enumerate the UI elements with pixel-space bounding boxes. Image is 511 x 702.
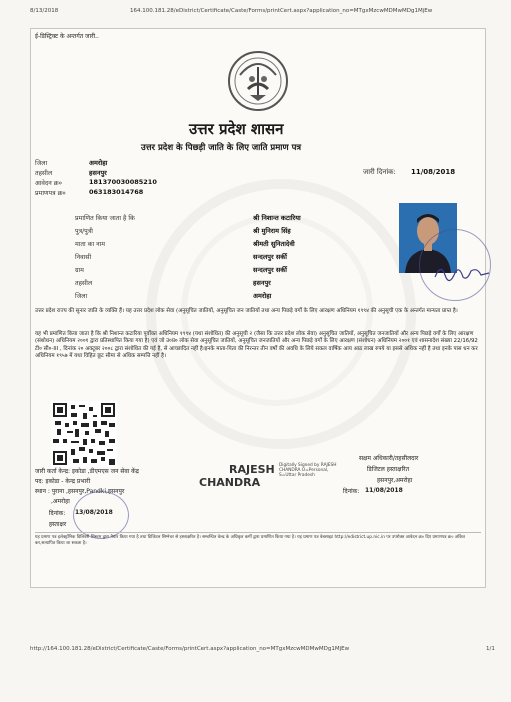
applicant-name: श्री निशान्त कटारिया: [253, 214, 301, 222]
application-number: 181370030085210: [89, 178, 157, 186]
village: सन्दलपुर सर्की: [253, 266, 287, 274]
detail-label: निवासी: [75, 254, 92, 261]
issuer-sign-label: हस्ताक्षर: [49, 521, 67, 528]
authority-place: हसनपुर,अमरोहा: [377, 477, 413, 484]
caste-declaration: उत्तर प्रदेश राज्य की सुनार जाति के व्यक्ति हैं। यह उत्तर प्रदेश लोक सेवा (अनुसूचित जातियों, अनुसूचित जन जातियों तथा अन्य पिछड़े वर्गों के लिए आरक्षण अधिनियम १९९४ की अनुसूची एक के अन्तर्गत मान्यता प्राप्त है।: [35, 308, 458, 314]
digital-signer-name-line1: RAJESH: [229, 463, 275, 476]
detail-label: प्रमाणित किया जाता है कि: [75, 215, 135, 222]
e-district-note: ई-डिस्ट्रिक्ट के अन्तर्गत जारी..: [35, 33, 99, 40]
mother-name: श्रीमती सुनितादेवी: [253, 240, 295, 248]
issuer-date-label: दिनांक:: [49, 510, 66, 517]
digital-signer-name-line2: CHANDRA: [199, 476, 261, 489]
page-number: 1/1: [486, 646, 495, 652]
issuing-centre: जारी कर्ता केन्द्र: इकोडा ,डीएमएस जन सेवा केंद्र: [35, 468, 139, 475]
meta-label: आवेदन क्र०: [35, 180, 62, 187]
caste-certificate: [30, 28, 486, 588]
print-date: 8/13/2018: [30, 8, 59, 14]
detail-label: जिला: [75, 293, 88, 300]
handwritten-signature: [433, 261, 493, 285]
issuer-post: पद: इकोडा - केन्द्र प्रभारी: [35, 478, 91, 485]
detail-label: पुत्र/पुत्री: [75, 228, 93, 235]
issuer-district: ,अमरोहा: [51, 498, 70, 505]
issuer-date: 13/08/2018: [75, 509, 113, 516]
tehsil: हसनपुर: [253, 279, 271, 287]
verification-note: यह प्रमाण पत्र इलेक्ट्रॉनिक डिलिवरी सिस्टम द्वारा तैयार किया गया है तथा डिजिटल सिग्नेचर से हस्ताक्षरित है। सम्बन्धित केन्द्र के अधिकृत कर्मी द्वारा प्रमाणित किया गया है। यह प्रमाण पत्र वेबसाइट http://edistrict.up.nic.in पर उपरोक्त आवेदन क्र० दिए प्रमाणपत्र क्र० अंकित कर,सत्यापित किया जा सकता है।: [35, 532, 481, 546]
father-name: श्री मुनिराम सिंह: [253, 227, 291, 235]
qr-code: [51, 401, 117, 467]
meta-value: हसनपुर: [89, 169, 107, 177]
authority-digital-sign: डिजिटल हस्ताक्षरित: [367, 466, 409, 473]
certificate-subtitle: उत्तर प्रदेश के पिछड़ी जाति के लिए जाति प्रमाण पत्र: [141, 143, 302, 153]
meta-value: अमरोहा: [89, 159, 108, 167]
residence: सन्दलपुर सर्की: [253, 253, 287, 261]
up-emblem-icon: [226, 49, 290, 113]
detail-label: ग्राम: [75, 267, 84, 274]
detail-label: माता का नाम: [75, 241, 105, 248]
detail-label: तहसील: [75, 280, 93, 287]
state-title: उत्तर प्रदेश शासन: [189, 120, 284, 138]
meta-label: तहसील: [35, 170, 53, 177]
district: अमरोहा: [253, 292, 272, 300]
issue-date: 11/08/2018: [411, 168, 456, 176]
issuer-place: स्थान : पुराना ,हसनपुर,Pandki,हसनपुर: [35, 488, 125, 495]
authority-date-label: दिनांक:: [343, 488, 360, 495]
digital-signature-detail: Digitally Signed by RAJESH CHANDRA O=Personal, S=Uttar Pradesh: [279, 463, 337, 478]
meta-label: जिला: [35, 160, 48, 167]
print-url-footer: http://164.100.181.28/eDistrict/Certificate/Caste/Forms/printCert.aspx?application_no=MTgxMzcwMDMwMDg1MjEw: [30, 646, 350, 652]
certificate-number: 063183014768: [89, 188, 144, 196]
print-url-header: 164.100.181.28/eDistrict/Certificate/Caste/Forms/printCert.aspx?application_no=MTgxMzcwMDMwMDg1MjEw: [130, 8, 433, 14]
meta-label: प्रमाणपत्र क्र०: [35, 190, 66, 197]
authority-title: सक्षम अधिकारी/तहसीलदार: [359, 455, 419, 462]
authority-date: 11/08/2018: [365, 487, 403, 494]
issue-date-label: जारी दिनांक:: [363, 168, 396, 176]
creamy-layer-declaration: यह भी प्रमाणित किया जाता है कि श्री निशान्त कटारिया पूर्वोक्त अधिनियम १९९४ (यथा संशोधित) की अनुसूची २ (जैसा कि उत्तर प्रदेश लोक सेवा) अनुसूचित जातियों, अनुसूचित जनजातियों और अन्य पिछड़े वर्गों के लिए आरक्षण (संशोधन) अधिनियम २००१ द्वारा प्रतिस्थापित किया गया है) एवं जो उ०प्र० लोक सेवा अनुसूचित जातियों, अनुसूचित जनजातियों और अन्य पिछड़े वर्गों के लिए आरक्षण (संशोधन) अधिनियम २००१ एवं शासनादेश संख्या 22/16/92 टी० सी०-III , दिनांक २० अक्टूबर २००८ द्वारा संशोधित की गई है, से आच्छादित नहीं है।इनके माता-पिता की निरन्तर तीन वर्षों की अवधि के लिये सकल वार्षिक आय आठ लाख रुपये या इससे अधिक नहीं है तथा इनके पास धन कर अधिनियम १९५७ में यथा विहित छूट सीमा से अधिक सम्पत्ति नहीं है।: [35, 331, 478, 360]
